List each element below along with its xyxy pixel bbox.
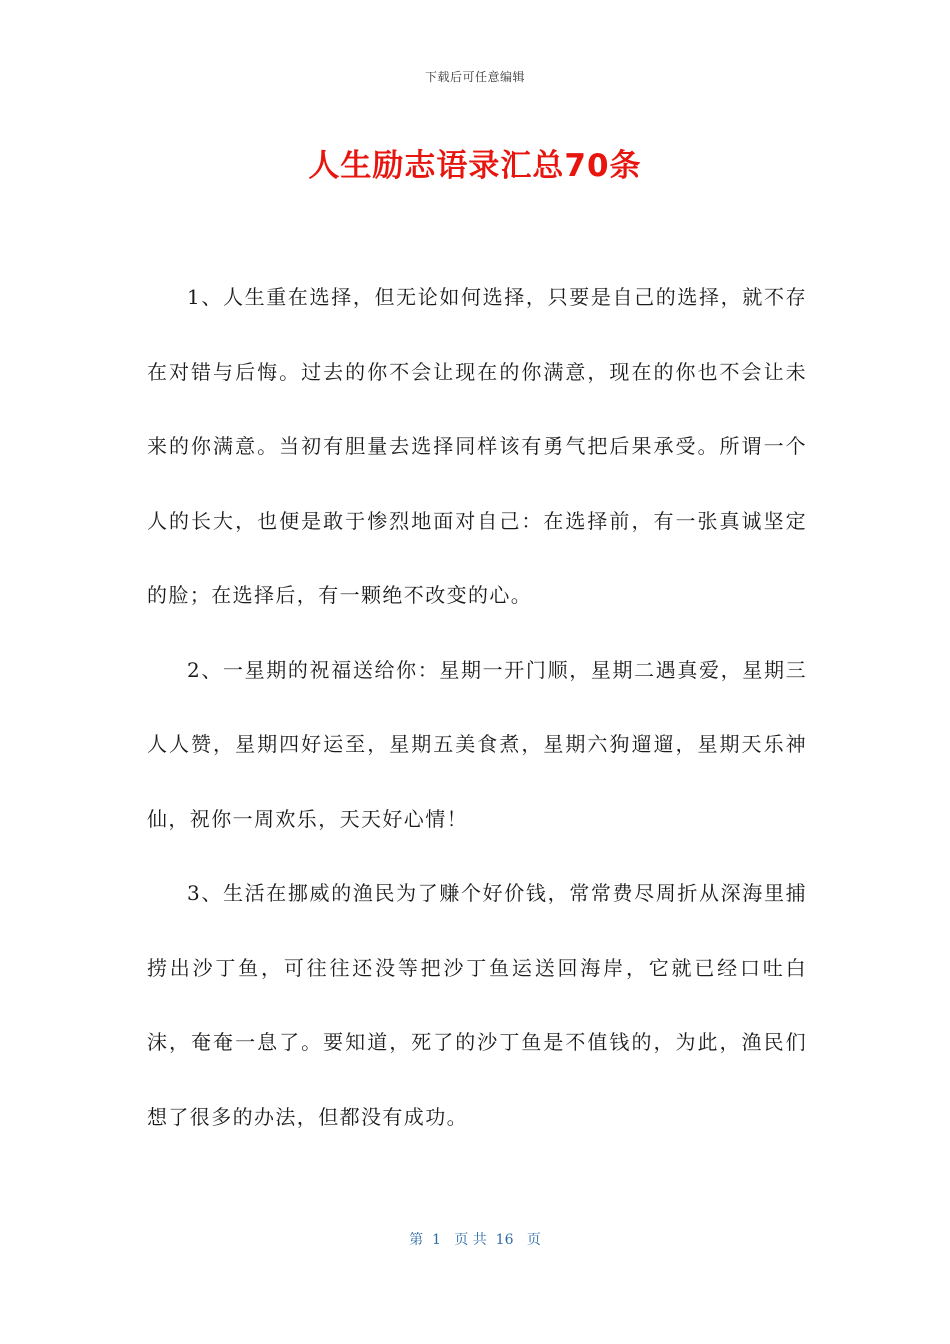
page-footer: 第 1 页 共 16 页 bbox=[409, 1232, 541, 1248]
document-title: 人生励志语录汇总70条 bbox=[308, 148, 642, 184]
paragraph-3: 3、生活在挪威的渔民为了赚个好价钱，常常费尽周折从深海里捕捞出沙丁鱼，可往往还没等把沙丁鱼运送回海岸，它就已经口吐白沫，奄奄一息了。要知道，死了的沙丁鱼是不值钱的，为此，渔民们想了很多的办法，但都没有成功。 bbox=[147, 881, 807, 1129]
paragraph-2: 2、一星期的祝福送给你：星期一开门顺，星期二遇真爱，星期三人人赞，星期四好运至，星期五美食煮，星期六狗遛遛，星期天乐神仙，祝你一周欢乐，天天好心情！ bbox=[147, 657, 807, 831]
document-body bbox=[147, 260, 807, 1154]
header-note: 下载后可任意编辑 bbox=[424, 70, 525, 84]
paragraph-1: 1、人生重在选择，但无论如何选择，只要是自己的选择，就不存在对错与后悔。过去的你不会让现在的你满意，现在的你也不会让未来的你满意。当初有胆量去选择同样该有勇气把后果承受。所谓一个人的长大，也便是敢于惨烈地面对自己：在选择前，有一张真诚坚定的脸；在选择后，有一颗绝不改变的心。 bbox=[147, 285, 807, 607]
